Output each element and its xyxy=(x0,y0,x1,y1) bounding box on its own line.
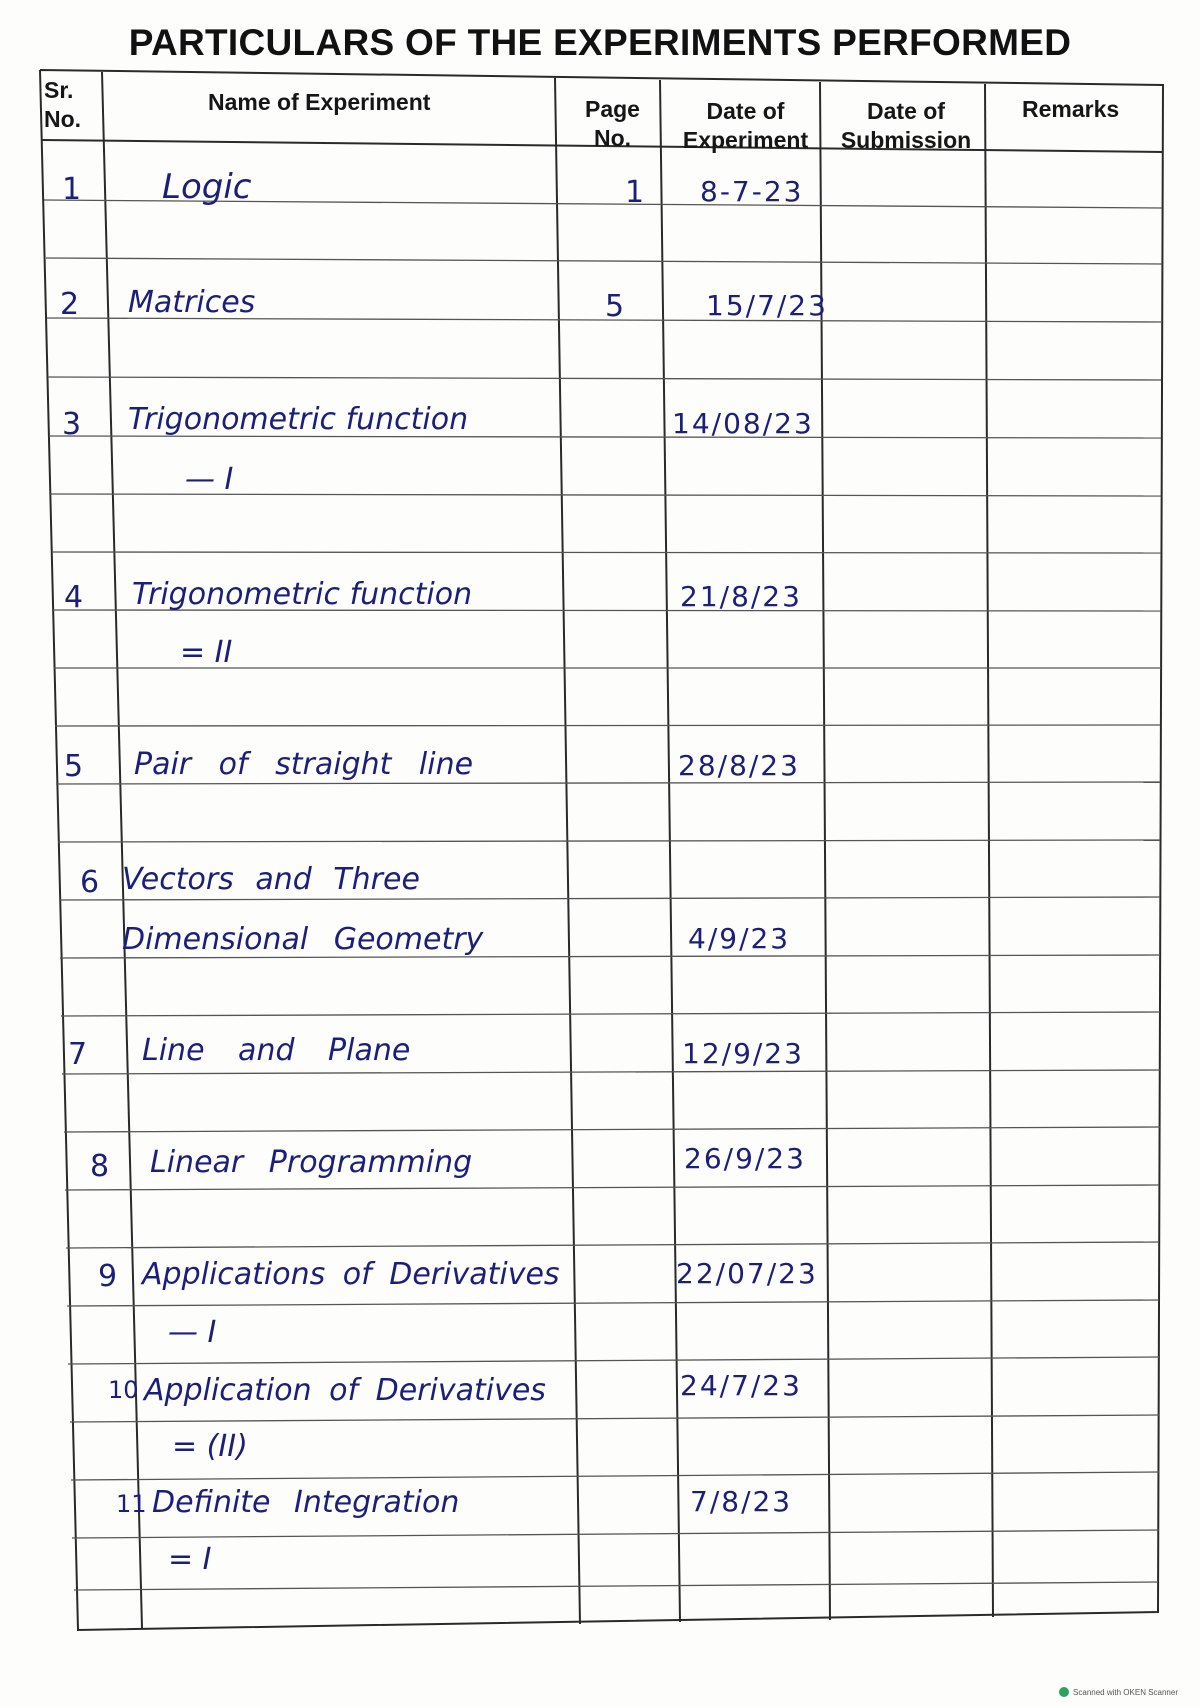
header-sr-no: Sr. No. xyxy=(44,77,82,132)
row-sr: 3 xyxy=(62,407,82,442)
row-name-line2: Dimensional Geometry xyxy=(122,922,484,957)
col-page-date xyxy=(660,80,680,1622)
row-sr: 5 xyxy=(64,749,84,784)
header-remarks: Remarks xyxy=(1022,96,1120,122)
row-name: Logic xyxy=(162,167,252,207)
row-name-line2: = II xyxy=(180,635,233,670)
row-sr: 7 xyxy=(68,1037,88,1072)
row-date: 21/8/23 xyxy=(680,580,802,613)
col-name-page xyxy=(555,78,580,1624)
row-name: Application of Derivatives xyxy=(144,1373,546,1408)
row-date: 12/9/23 xyxy=(682,1037,804,1070)
scanner-watermark: Scanned with OKEN Scanner xyxy=(1059,1687,1178,1697)
row-name: Vectors and Three xyxy=(122,862,420,897)
header-date-experiment: Date of Experiment xyxy=(682,98,809,153)
row-sr: 2 xyxy=(60,287,80,322)
row-sr: 4 xyxy=(64,580,84,615)
page-title: PARTICULARS OF THE EXPERIMENTS PERFORMED xyxy=(128,22,1072,63)
row-name: Definite Integration xyxy=(152,1485,460,1520)
header-name: Name of Experiment xyxy=(208,89,431,115)
row-name: Trigonometric function xyxy=(132,577,473,612)
row-name-line2: — I xyxy=(185,462,234,497)
row-date: 4/9/23 xyxy=(688,922,791,955)
col-sub-remarks xyxy=(985,84,993,1617)
row-page: 1 xyxy=(625,175,645,210)
row-date: 22/07/23 xyxy=(676,1257,818,1290)
row-date: 14/08/23 xyxy=(672,407,814,440)
row-name-line2: — I xyxy=(168,1315,217,1350)
row-page: 5 xyxy=(605,289,625,324)
row-date: 24/7/23 xyxy=(680,1369,802,1402)
row-date: 8-7-23 xyxy=(700,175,804,208)
row-name: Line and Plane xyxy=(142,1033,411,1068)
row-name: Applications of Derivatives xyxy=(142,1257,560,1292)
row-date: 15/7/23 xyxy=(706,289,828,322)
header-date-submission: Date of Submission xyxy=(840,98,972,153)
row-name-line2: = I xyxy=(168,1542,212,1577)
row-sr: 8 xyxy=(90,1149,110,1184)
row-name: Matrices xyxy=(128,285,256,320)
scanner-logo-icon xyxy=(1059,1687,1069,1697)
row-date: 28/8/23 xyxy=(678,749,800,782)
row-sr: 11 xyxy=(116,1490,147,1518)
row-date: 26/9/23 xyxy=(684,1142,806,1175)
row-sr: 1 xyxy=(62,172,82,207)
row-name-line2: = (II) xyxy=(172,1429,248,1464)
row-name: Trigonometric function xyxy=(128,402,469,437)
row-sr: 6 xyxy=(80,865,100,900)
row-sr: 9 xyxy=(98,1259,118,1294)
row-date: 7/8/23 xyxy=(690,1485,793,1518)
row-name: Pair of straight line xyxy=(134,747,474,782)
row-name: Linear Programming xyxy=(150,1145,473,1180)
header-page-no: Page No. xyxy=(585,96,640,151)
row-sr: 10 xyxy=(108,1376,139,1404)
